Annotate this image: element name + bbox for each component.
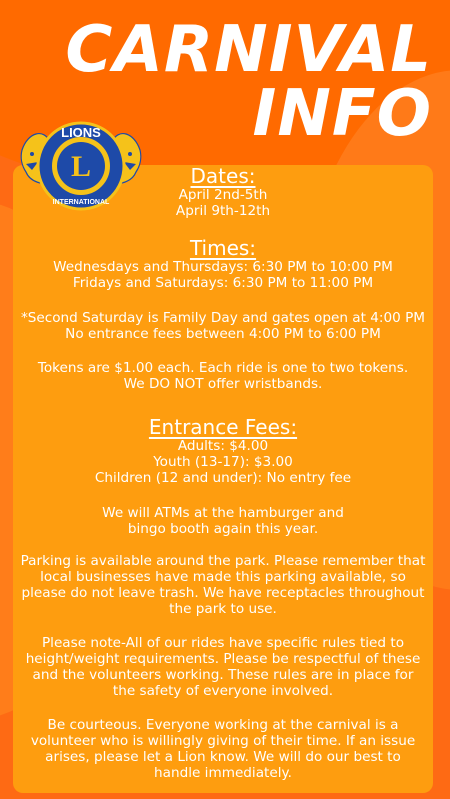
parking-line: local businesses have made this parking available, so: [40, 569, 406, 585]
dates-line: April 2nd-5th: [178, 187, 268, 203]
svg-text:L: L: [70, 150, 92, 183]
rules-line: Please note-All of our rides have specific rules tied to: [41, 635, 405, 651]
times-line: Wednesdays and Thursdays: 6:30 PM to 10:00 PM: [53, 259, 393, 275]
parking-note: [13, 553, 433, 617]
fees-line: Adults: $4.00: [177, 438, 269, 454]
atm-line: We will ATMs at the hamburger and: [102, 505, 344, 521]
fees-line: Children (12 and under): No entry fee: [94, 470, 352, 486]
courtesy-line: arises, please let a Lion know. We will do our best to: [45, 749, 401, 765]
dates-line: April 9th-12th: [175, 203, 271, 219]
courtesy-note: [13, 717, 433, 781]
parking-line: Parking is available around the park. Please remember that: [20, 553, 426, 569]
tokens-line: We DO NOT offer wristbands.: [123, 376, 323, 392]
courtesy-line: volunteer who is willingly giving of their time. If an issue: [30, 733, 416, 749]
atm-line: bingo booth again this year.: [127, 521, 319, 537]
courtesy-line: Be courteous. Everyone working at the carnival is a: [47, 717, 399, 733]
rules-note: [13, 635, 433, 699]
tokens-note: [13, 360, 433, 392]
family-day-line: No entrance fees between 4:00 PM to 6:00 PM: [65, 326, 381, 342]
rules-line: the safety of everyone involved.: [112, 683, 334, 699]
parking-line: please do not leave trash. We have receptacles throughout: [21, 585, 425, 601]
dates-section: [13, 165, 433, 219]
times-title: Times:: [189, 236, 257, 260]
fees-title: Entrance Fees:: [148, 415, 298, 439]
dates-title: Dates:: [190, 164, 256, 188]
svg-text:INTERNATIONAL: INTERNATIONAL: [52, 199, 110, 206]
atm-note: [13, 505, 433, 537]
fees-section: [13, 416, 433, 486]
courtesy-line: handle immediately.: [154, 765, 292, 781]
headline-info: INFO: [252, 77, 432, 151]
parking-line: the park to use.: [169, 601, 277, 617]
rules-line: height/weight requirements. Please be respectful of these: [25, 651, 421, 667]
times-line: Fridays and Saturdays: 6:30 PM to 11:00 PM: [72, 275, 374, 291]
tokens-line: Tokens are $1.00 each. Each ride is one to two tokens.: [37, 360, 409, 376]
family-day-note: [13, 310, 433, 342]
family-day-line: *Second Saturday is Family Day and gates open at 4:00 PM: [20, 310, 426, 326]
svg-text:LIONS: LIONS: [61, 125, 101, 140]
times-section: [13, 237, 433, 291]
headline-carnival: CARNIVAL: [65, 13, 432, 87]
fees-line: Youth (13-17): $3.00: [153, 454, 293, 470]
rules-line: and the volunteers working. These rules are in place for: [32, 667, 414, 683]
